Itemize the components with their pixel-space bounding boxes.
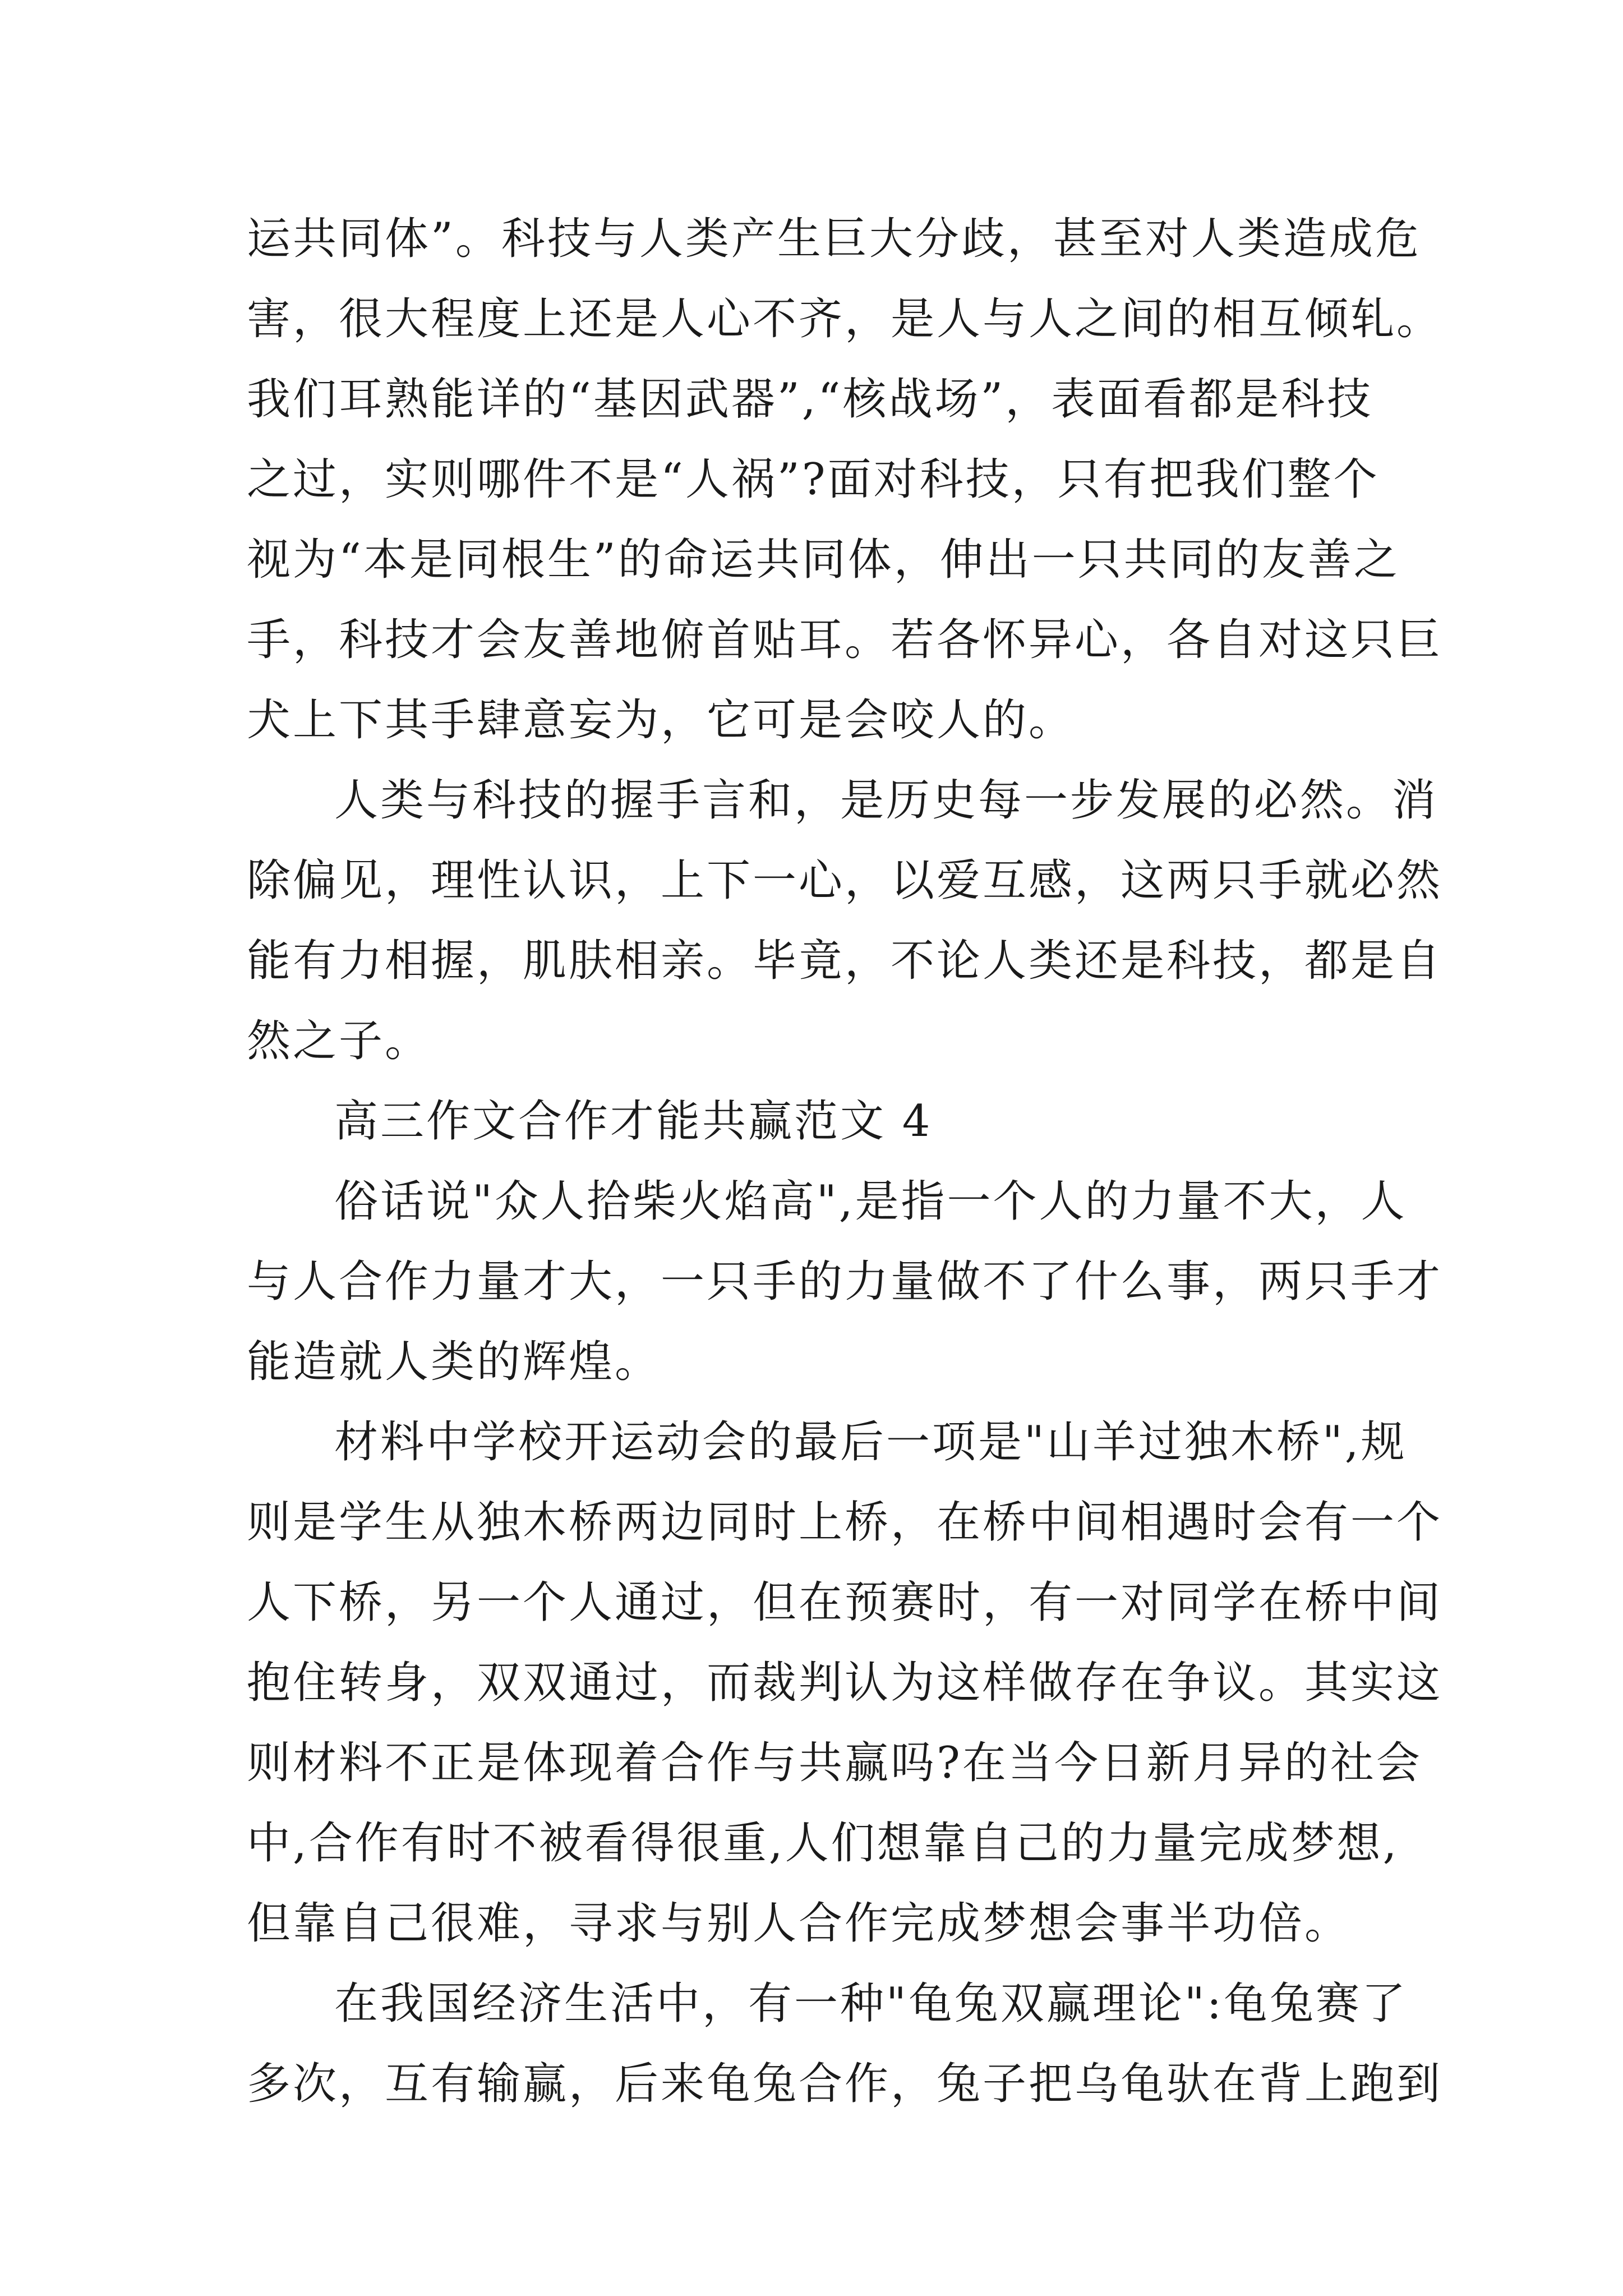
text-line: 中,合作有时不被看得很重,人们想靠自己的力量完成梦想, xyxy=(247,1818,1399,1869)
text-line: 除偏见，理性认识，上下一心，以爱互感，这两只手就必然 xyxy=(247,855,1443,906)
text-line: 我们耳熟能详的“基因武器”,“核战场”，表面看都是科技 xyxy=(247,374,1373,425)
text-line: 但靠自己很难，寻求与别人合作完成梦想会事半功倍。 xyxy=(247,1898,1351,1949)
text-line: 则材料不正是体现着合作与共赢吗?在当今日新月异的社会 xyxy=(247,1738,1422,1788)
text-line: 犬上下其手肆意妄为，它可是会咬人的。 xyxy=(247,695,1075,746)
text-line: 然之子。 xyxy=(247,1016,431,1066)
text-line: 之过，实则哪件不是“人祸”?面对科技，只有把我们整个 xyxy=(247,454,1380,505)
text-line: 能造就人类的辉煌。 xyxy=(247,1337,661,1387)
text-line: 材料中学校开运动会的最后一项是"山羊过独木桥",规 xyxy=(334,1417,1407,1467)
text-line: 能有力相握，肌肤相亲。毕竟，不论人类还是科技，都是自 xyxy=(247,936,1443,986)
text-line: 运共同体”。科技与人类产生巨大分歧，甚至对人类造成危 xyxy=(247,214,1421,264)
text-line: 人下桥，另一个人通过，但在预赛时，有一对同学在桥中间 xyxy=(247,1577,1443,1628)
text-line: 害，很大程度上还是人心不齐，是人与人之间的相互倾轧。 xyxy=(247,294,1443,344)
document-body xyxy=(247,199,1443,2124)
text-line: 俗话说"众人拾柴火焰高",是指一个人的力量不大，人 xyxy=(334,1176,1407,1227)
text-line: 则是学生从独木桥两边同时上桥，在桥中间相遇时会有一个 xyxy=(247,1497,1443,1548)
text-line: 人类与科技的握手言和，是历史每一步发展的必然。消 xyxy=(334,775,1438,826)
section-heading: 高三作文合作才能共赢范文 4 xyxy=(334,1096,933,1147)
text-line: 视为“本是同根生”的命运共同体，伸出一只共同的友善之 xyxy=(247,535,1400,585)
text-line: 在我国经济生活中，有一种"龟兔双赢理论":龟兔赛了 xyxy=(334,1978,1408,2029)
text-line: 与人合作力量才大，一只手的力量做不了什么事，两只手才 xyxy=(247,1257,1443,1307)
text-line: 手，科技才会友善地俯首贴耳。若各怀异心，各自对这只巨 xyxy=(247,615,1443,665)
text-line: 多次，互有输赢，后来龟兔合作，兔子把乌龟驮在背上跑到 xyxy=(247,2059,1443,2109)
text-line: 抱住转身，双双通过，而裁判认为这样做存在争议。其实这 xyxy=(247,1658,1443,1708)
